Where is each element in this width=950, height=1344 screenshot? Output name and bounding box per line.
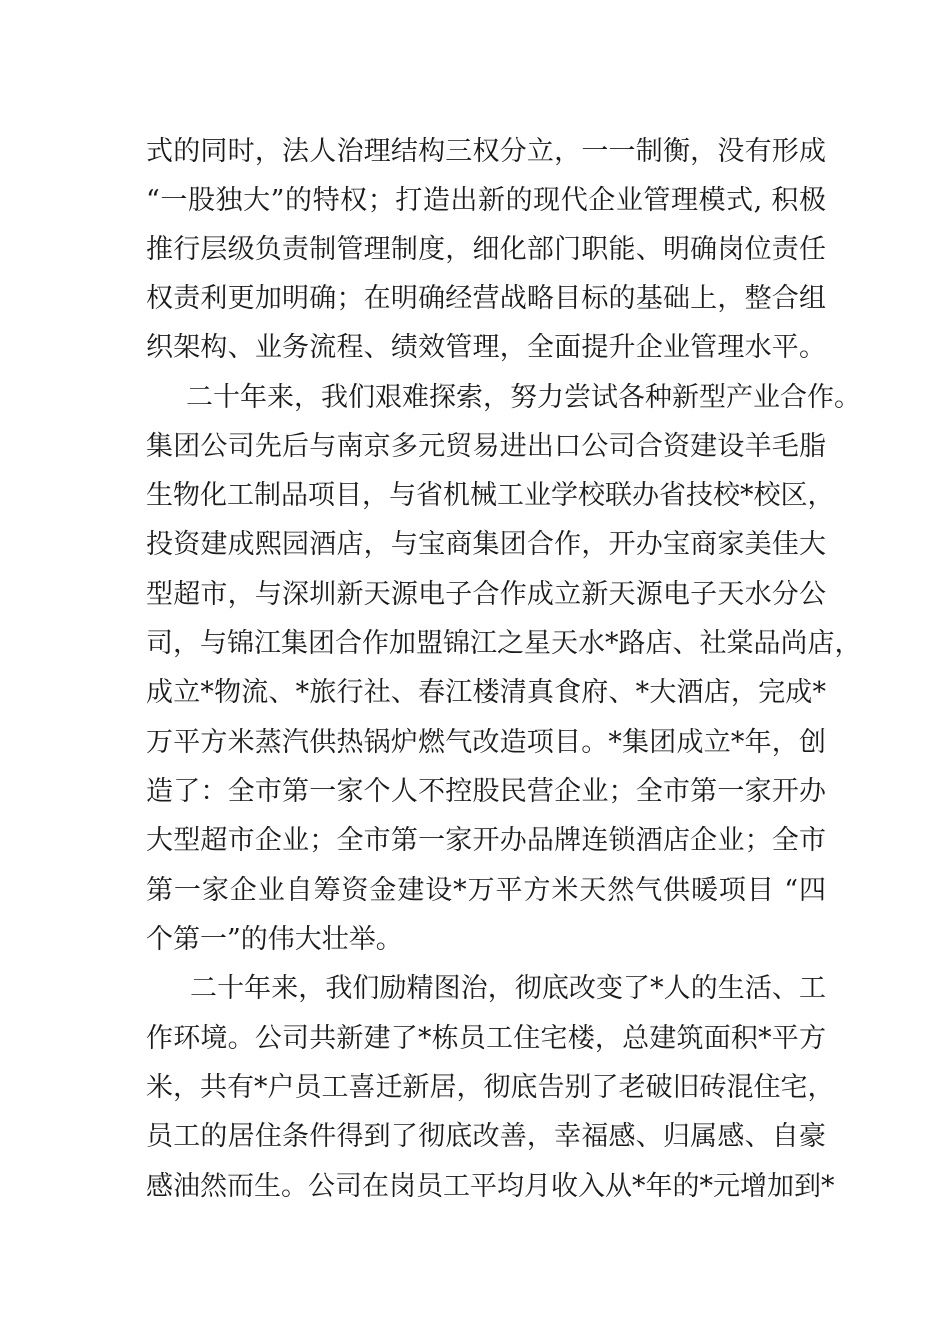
text-line: 作环境。公司共新建了*栋员工住宅楼，总建筑面积*平方 [146,1023,826,1054]
text-line: 感油然而生。公司在岗员工平均月收入从*年的*元增加到* [146,1171,835,1202]
text-line: “一股独大”的特权；打造出新的现代企业管理模式, 积极 [146,185,826,216]
text-line: 员工的居住条件得到了彻底改善，幸福感、归属感、自豪 [146,1121,826,1152]
text-line: 米，共有*户员工喜迁新居，彻底告别了老破旧砖混住宅， [146,1072,835,1103]
text-line: 型超市，与深圳新天源电子合作成立新天源电子天水分公 [146,579,826,610]
text-line: 生物化工制品项目，与省机械工业学校联办省技校*校区， [146,480,835,511]
text-line: 个第一”的伟大壮举。 [146,924,403,955]
text-line: 第一家企业自筹资金建设*万平方米天然气供暖项目 “四 [146,875,826,906]
paragraph-first-line: 二十年来，我们艰难探索，努力尝试各种新型产业合作。 [186,382,861,413]
text-line: 织架构、业务流程、绩效管理，全面提升企业管理水平。 [146,332,826,363]
text-line: 成立*物流、*旅行社、春江楼清真食府、*大酒店，完成* [146,677,826,708]
text-line: 集团公司先后与南京多元贸易进出口公司合资建设羊毛脂 [146,431,826,462]
text-line: 大型超市企业；全市第一家开办品牌连锁酒店企业；全市 [146,825,826,856]
paragraph-first-line: 二十年来，我们励精图治，彻底改变了*人的生活、工 [190,973,826,1004]
text-line: 投资建成熙园酒店，与宝商集团合作，开办宝商家美佳大 [146,529,826,560]
text-line: 司，与锦江集团合作加盟锦江之星天水*路店、社棠品尚店， [146,628,862,659]
text-line: 造了：全市第一家个人不控股民营企业；全市第一家开办 [146,776,826,807]
text-line: 万平方米蒸汽供热锅炉燃气改造项目。*集团成立*年，创 [146,727,826,758]
text-line: 式的同时，法人治理结构三权分立，一一制衡，没有形成 [146,136,826,167]
text-line: 推行层级负责制管理制度，细化部门职能、明确岗位责任 [146,234,826,265]
text-line: 权责利更加明确；在明确经营战略目标的基础上，整合组 [146,283,826,314]
